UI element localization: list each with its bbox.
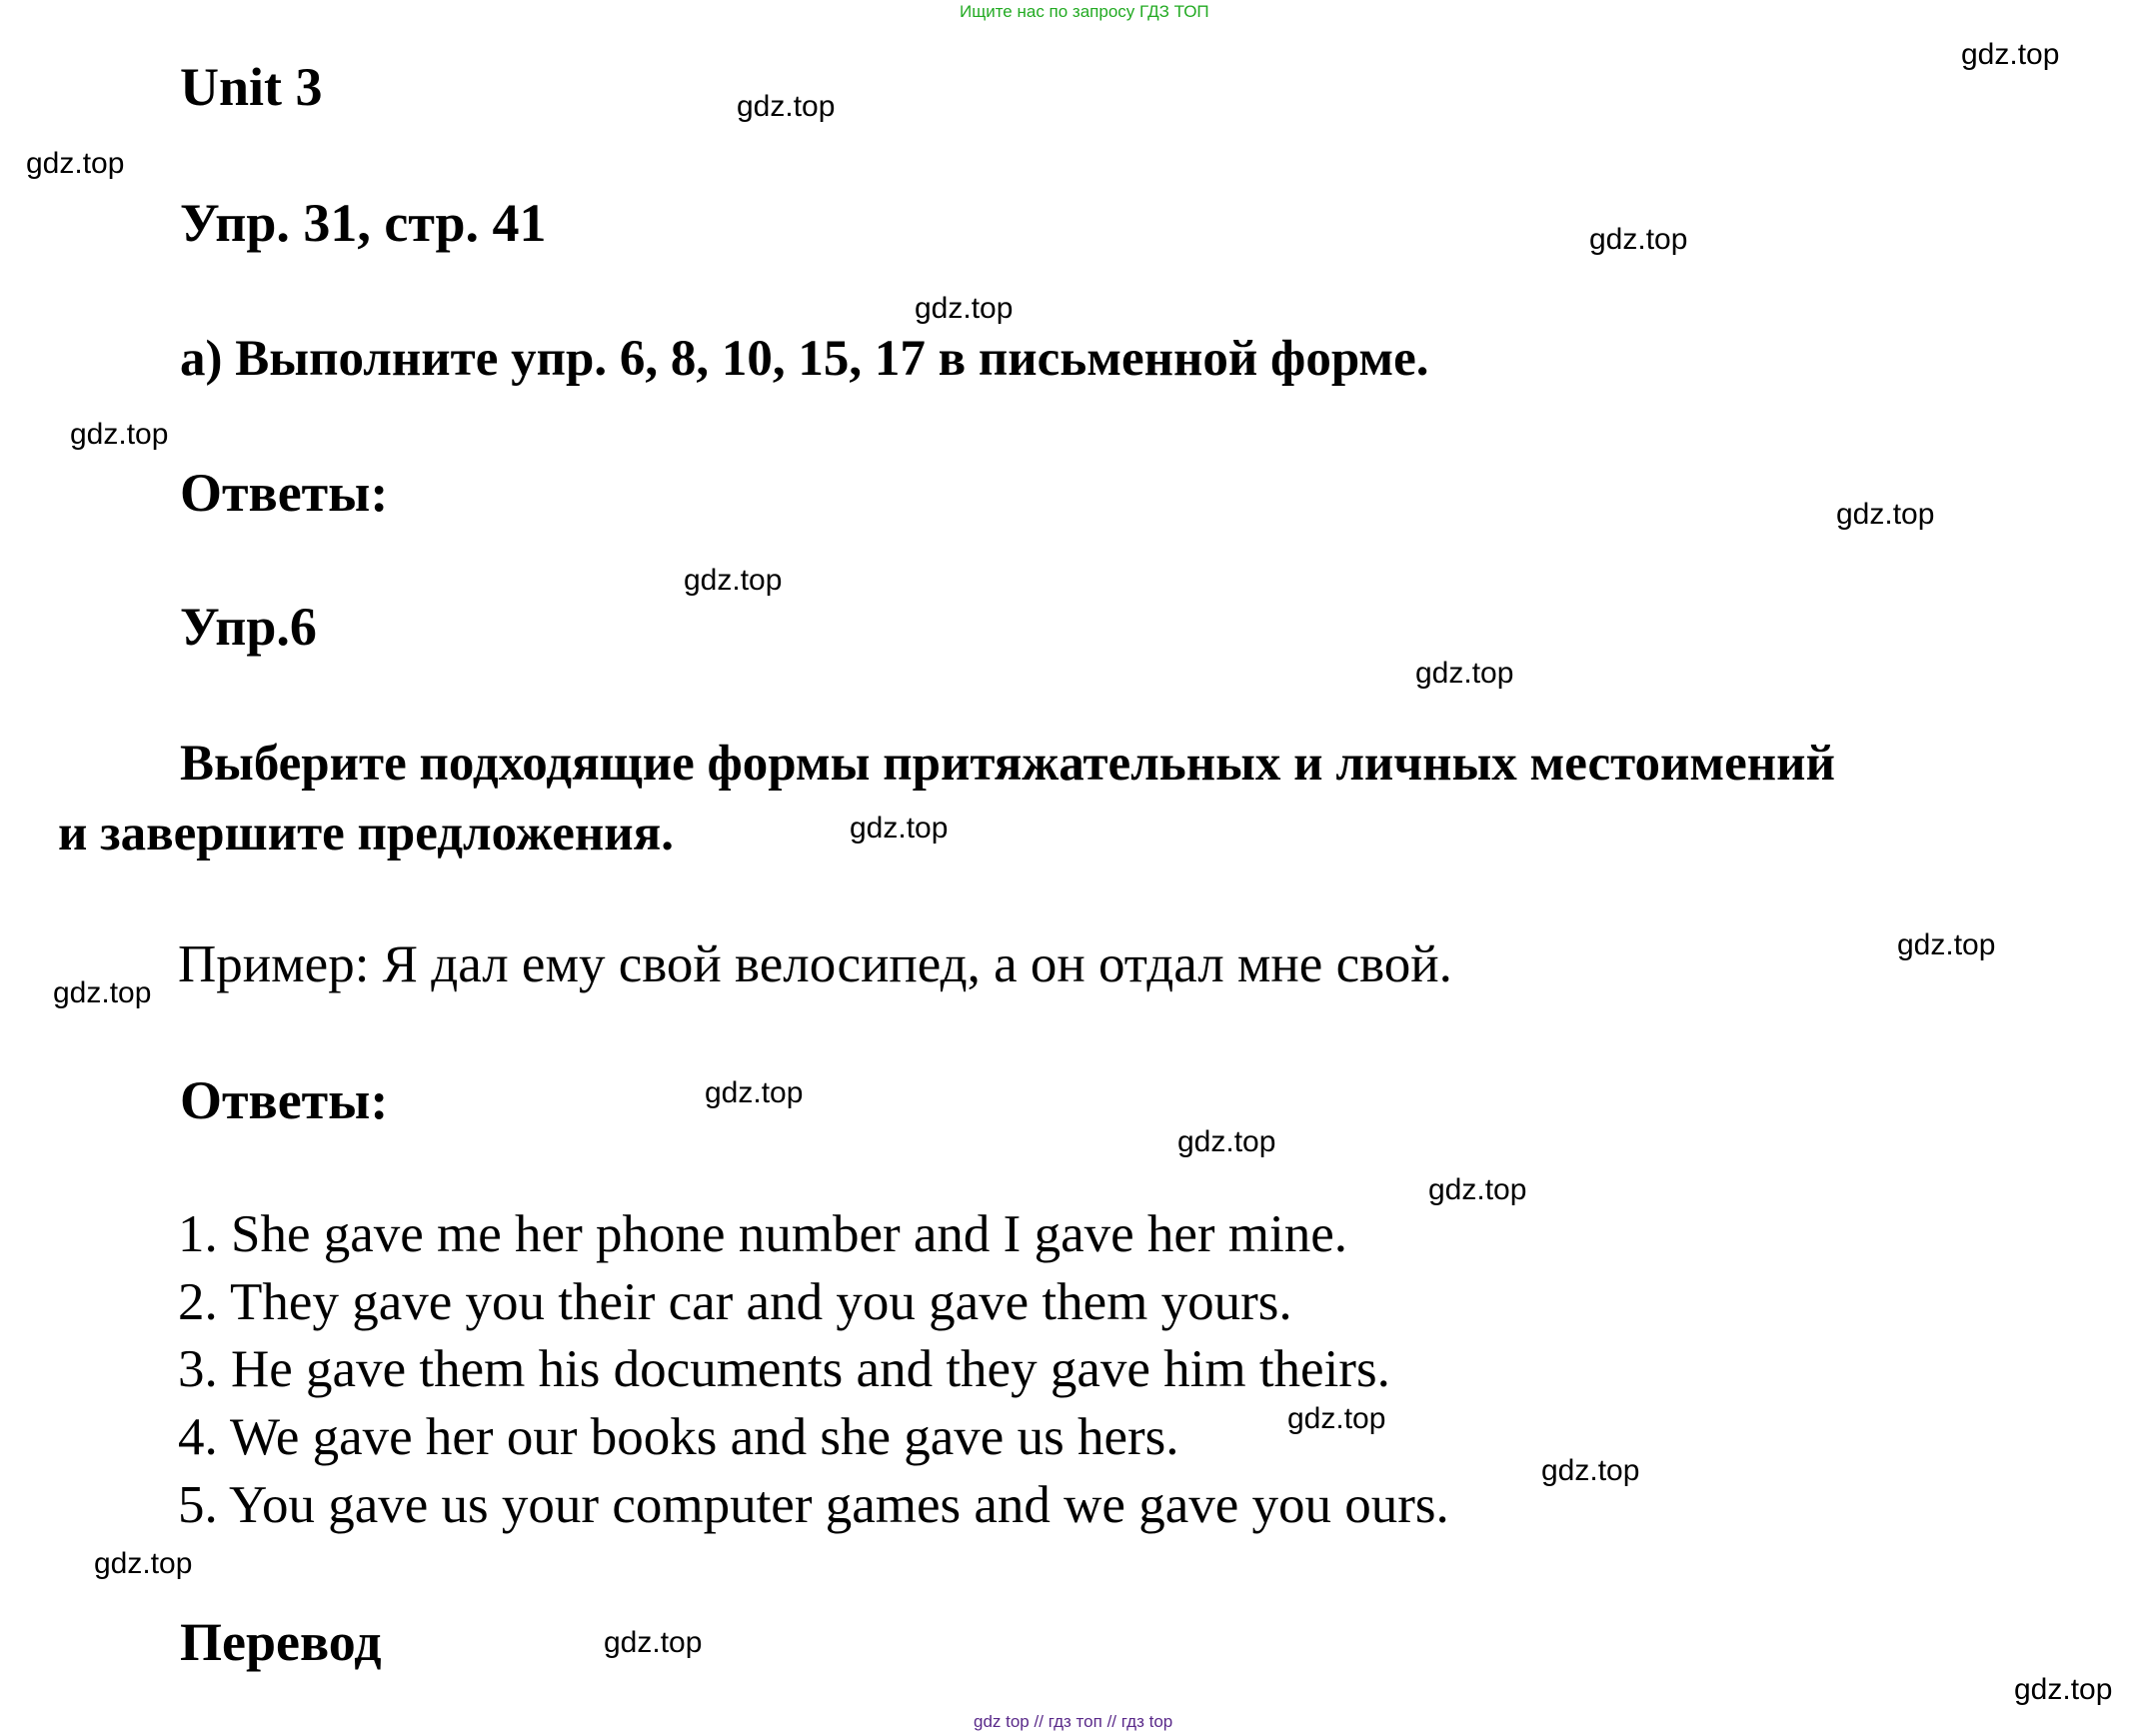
- footer-part: гдз топ: [1048, 1712, 1102, 1731]
- instruction-line-1: Выберите подходящие формы притяжательных и личных местоимений: [180, 736, 1835, 792]
- footer-part: гдз top: [1120, 1712, 1173, 1731]
- answers-heading: Ответы:: [180, 463, 389, 523]
- footer-part: gdz top: [974, 1712, 1030, 1731]
- footer-links: [974, 1712, 1172, 1732]
- watermark: gdz.top: [1415, 657, 1514, 690]
- footer-separator: //: [1034, 1712, 1044, 1731]
- answer-line: 5. You gave us your computer games and we gave you ours.: [178, 1476, 1449, 1534]
- watermark: gdz.top: [705, 1076, 804, 1109]
- answer-line: 2. They gave you their car and you gave them yours.: [178, 1273, 1292, 1331]
- task-a: а) Выполните упр. 6, 8, 10, 15, 17 в письменной форме.: [180, 331, 1429, 387]
- watermark: gdz.top: [1287, 1402, 1386, 1435]
- watermark: gdz.top: [53, 976, 152, 1009]
- watermark: gdz.top: [1428, 1173, 1527, 1206]
- watermark: gdz.top: [850, 812, 949, 845]
- watermark: gdz.top: [1961, 38, 2060, 71]
- watermark: gdz.top: [684, 564, 783, 597]
- exercise-reference: Упр. 31, стр. 41: [180, 193, 547, 253]
- footer-separator: //: [1106, 1712, 1117, 1731]
- watermark: gdz.top: [1897, 928, 1996, 961]
- unit-title: Unit 3: [180, 57, 323, 117]
- exercise-6-title: Упр.6: [180, 597, 317, 657]
- instruction-line-2: и завершите предложения.: [58, 806, 674, 862]
- answers-heading-2: Ответы:: [180, 1070, 389, 1130]
- watermark: gdz.top: [1836, 498, 1935, 531]
- watermark: gdz.top: [70, 418, 169, 451]
- watermark: gdz.top: [26, 147, 125, 180]
- watermark: gdz.top: [1589, 223, 1688, 256]
- watermark: gdz.top: [915, 292, 1014, 325]
- answer-line: 3. He gave them his documents and they gave him theirs.: [178, 1340, 1390, 1398]
- translation-heading: Перевод: [180, 1612, 382, 1672]
- answer-line: 4. We gave her our books and she gave us hers.: [178, 1408, 1179, 1466]
- watermark: gdz.top: [2014, 1673, 2113, 1706]
- top-search-note: Ищите нас по запросу ГДЗ ТОП: [960, 2, 1209, 21]
- watermark: gdz.top: [1177, 1125, 1276, 1158]
- watermark: gdz.top: [1541, 1454, 1640, 1487]
- answer-line: 1. She gave me her phone number and I gave her mine.: [178, 1205, 1348, 1263]
- watermark: gdz.top: [737, 90, 836, 123]
- watermark: gdz.top: [94, 1547, 193, 1580]
- example-sentence: Пример: Я дал ему свой велосипед, а он отдал мне свой.: [178, 935, 1452, 993]
- watermark: gdz.top: [604, 1626, 703, 1659]
